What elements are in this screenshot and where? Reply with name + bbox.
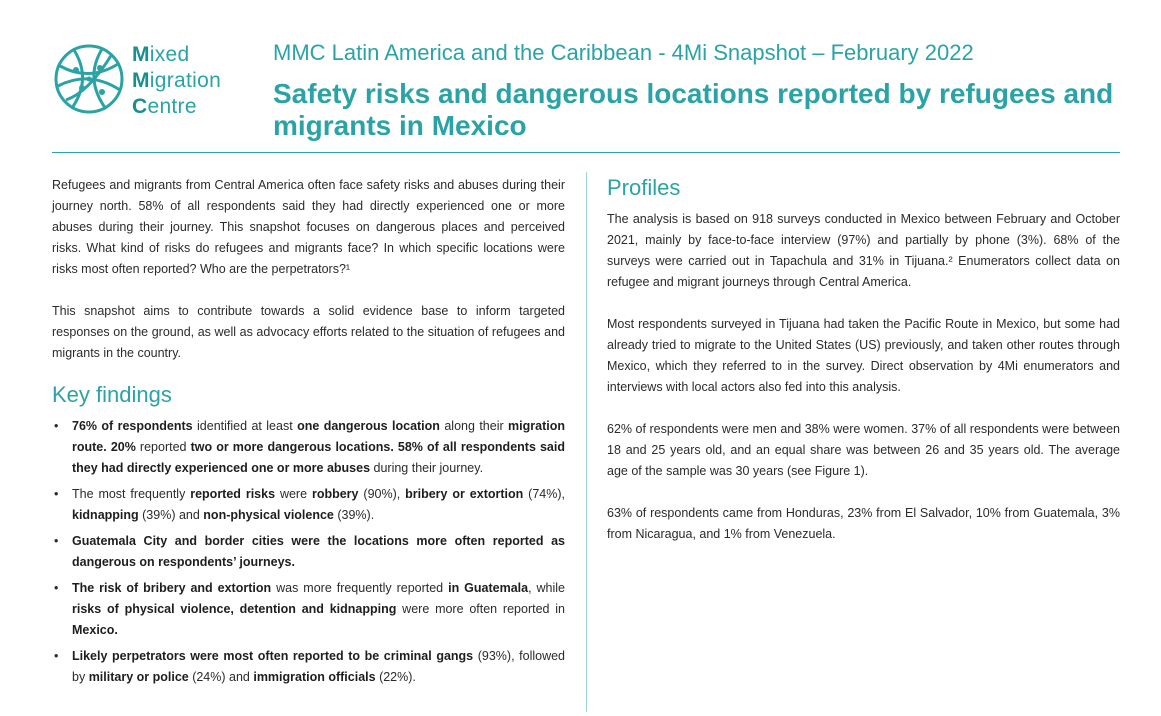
left-column [52, 175, 565, 693]
profiles-paragraph-3: 62% of respondents were men and 38% were women. 37% of all respondents were between 18 and 25 years old, and an equal share was between 26 and 35 years old. The average age of the sample was 30 years (see Figure 1). [607, 422, 1120, 478]
mmc-logo [52, 42, 252, 122]
intro-paragraph-2: This snapshot aims to contribute towards a solid evidence base to inform targeted responses on the ground, as well as advocacy efforts related to the situation of refugees and migrants in the country. [52, 304, 565, 360]
key-finding-item: • The risk of bribery and extortion was more frequently reported in Guatemala, while risks of physical violence, detention and kidnapping were more often reported in Mexico. [52, 578, 565, 641]
key-finding-item: • Likely perpetrators were most often reported to be criminal gangs (93%), followed by military or police (24%) and immigration officials (22%). [52, 646, 565, 688]
logo-wordmark: Mixed Migration Centre [132, 43, 222, 118]
column-divider [586, 172, 587, 712]
report-subtitle: MMC Latin America and the Caribbean - 4Mi Snapshot – February 2022 [273, 40, 974, 65]
key-finding-item: • 76% of respondents identified at least one dangerous location along their migration route. 20% reported two or more dangerous locations. 58% of all respondents said they had directly experienced one or more abuses during their journey. [52, 416, 565, 479]
profiles-paragraph-2: Most respondents surveyed in Tijuana had taken the Pacific Route in Mexico, but some had already tried to migrate to the United States (US) previously, and taken other routes through Mexico, which they referred to in the survey. Direct observation by 4Mi enumerators and interviews with local actors also fed into this analysis. [607, 317, 1120, 394]
header-divider [52, 152, 1120, 153]
key-finding-item: • Guatemala City and border cities were the locations more often reported as dangerous on respondents’ journeys. [52, 531, 565, 573]
right-column [607, 175, 1120, 545]
key-findings-heading: Key findings [52, 382, 172, 407]
profiles-paragraph-1: The analysis is based on 918 surveys conducted in Mexico between February and October 2021, mainly by face-to-face interview (97%) and partially by phone (3%). 68% of the surveys were carried out in Tapachula and 31% in Tijuana.² Enumerators collect data on refugee and migrant journeys through Central America. [607, 212, 1120, 289]
key-findings-list [52, 416, 565, 688]
intro-paragraph-1: Refugees and migrants from Central America often face safety risks and abuses during their journey north. 58% of all respondents said they had directly experienced one or more abuses during their journey. This snapshot focuses on dangerous places and perceived risks. What kind of risks do refugees and migrants face? In which specific locations were risks most often reported? Who are the perpetrators?¹ [52, 178, 565, 276]
mmc-globe-logo-icon [52, 42, 126, 116]
page-title: Safety risks and dangerous locations reported by refugees and migrants in Mexico [273, 78, 1114, 141]
key-finding-item: • The most frequently reported risks were robbery (90%), bribery or extortion (74%), kidnapping (39%) and non-physical violence (39%). [52, 484, 565, 526]
profiles-paragraph-4: 63% of respondents came from Honduras, 23% from El Salvador, 10% from Guatemala, 3% from Nicaragua, and 1% from Venezuela. [607, 506, 1120, 541]
profiles-heading: Profiles [607, 175, 681, 200]
